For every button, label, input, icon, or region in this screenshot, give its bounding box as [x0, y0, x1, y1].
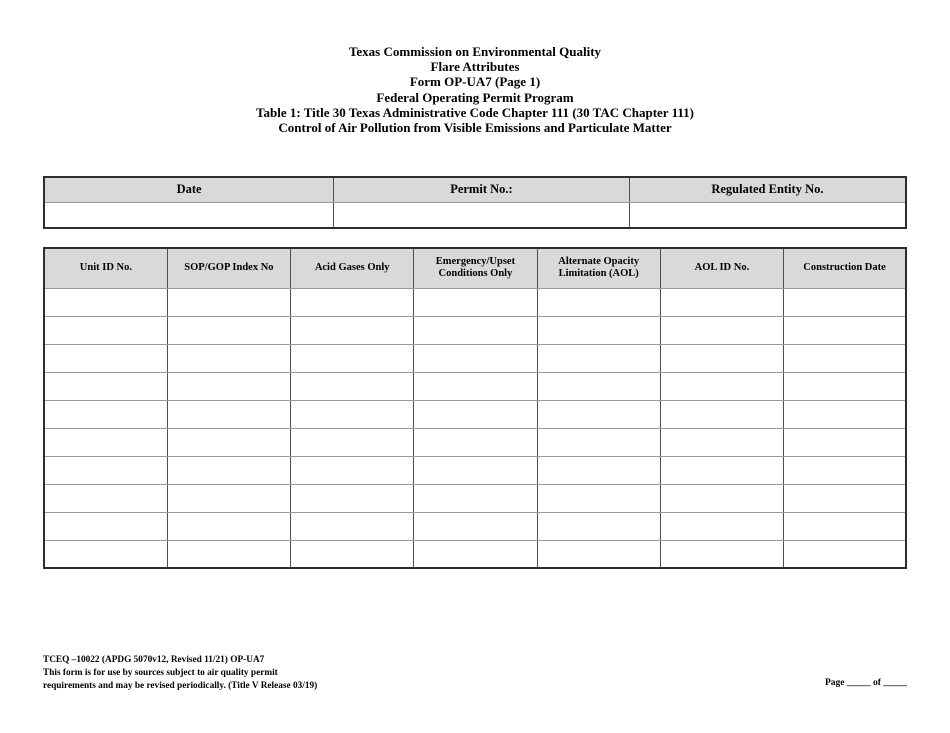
table-cell[interactable] — [537, 316, 660, 344]
table-row — [44, 400, 906, 428]
table-cell[interactable] — [784, 484, 906, 512]
table-cell[interactable] — [537, 456, 660, 484]
table-cell[interactable] — [167, 456, 290, 484]
form-title-block — [0, 44, 950, 135]
table-cell[interactable] — [784, 428, 906, 456]
table-cell[interactable] — [44, 484, 167, 512]
table-cell[interactable] — [414, 512, 537, 540]
table-row — [44, 484, 906, 512]
table-cell[interactable] — [291, 344, 414, 372]
table-cell[interactable] — [291, 456, 414, 484]
table-cell[interactable] — [291, 372, 414, 400]
table-row — [44, 288, 906, 316]
column-header-acid-gases-only: Acid Gases Only — [291, 248, 414, 288]
table-cell[interactable] — [660, 316, 783, 344]
table-cell[interactable] — [537, 484, 660, 512]
table-cell[interactable] — [784, 456, 906, 484]
footer-note-line2: requirements and may be revised periodically. (Title V Release 03/19) — [43, 681, 318, 691]
regulated-entity-no-field[interactable] — [629, 202, 906, 228]
table-cell[interactable] — [291, 512, 414, 540]
table-cell[interactable] — [44, 372, 167, 400]
table-cell[interactable] — [660, 400, 783, 428]
table-cell[interactable] — [414, 316, 537, 344]
table-cell[interactable] — [660, 288, 783, 316]
table-cell[interactable] — [784, 316, 906, 344]
table-row — [44, 372, 906, 400]
info-header-date: Date — [44, 177, 334, 202]
table-cell[interactable] — [784, 400, 906, 428]
title-line-table-ref: Table 1: Title 30 Texas Administrative Code Chapter 111 (30 TAC Chapter 111) — [256, 104, 694, 120]
table-cell[interactable] — [660, 484, 783, 512]
table-cell[interactable] — [784, 372, 906, 400]
table-cell[interactable] — [291, 400, 414, 428]
table-cell[interactable] — [44, 540, 167, 568]
info-header-permit-no: Permit No.: — [334, 177, 630, 202]
main-table-header-row — [44, 248, 906, 288]
table-cell[interactable] — [167, 288, 290, 316]
table-cell[interactable] — [660, 456, 783, 484]
table-cell[interactable] — [167, 400, 290, 428]
table-cell[interactable] — [784, 540, 906, 568]
title-line-form-name: Flare Attributes — [430, 59, 520, 75]
table-cell[interactable] — [414, 372, 537, 400]
table-cell[interactable] — [291, 316, 414, 344]
table-row — [44, 540, 906, 568]
table-cell[interactable] — [167, 484, 290, 512]
title-line-agency: Texas Commission on Environmental Quality — [348, 44, 602, 59]
permit-no-field[interactable] — [334, 202, 630, 228]
column-header-aol-id-no: AOL ID No. — [660, 248, 783, 288]
footer-form-id: TCEQ –10022 (APDG 5070v12, Revised 11/21) OP-UA7 — [43, 655, 265, 665]
page-number: Page _____ of _____ — [824, 678, 907, 688]
table-cell[interactable] — [414, 484, 537, 512]
table-cell[interactable] — [44, 428, 167, 456]
table-cell[interactable] — [414, 288, 537, 316]
table-cell[interactable] — [414, 456, 537, 484]
table-cell[interactable] — [291, 288, 414, 316]
column-header-unit-id-no: Unit ID No. — [44, 248, 167, 288]
date-field[interactable] — [44, 202, 334, 228]
table-cell[interactable] — [784, 344, 906, 372]
table-cell[interactable] — [414, 540, 537, 568]
footer-note-line1: This form is for use by sources subject to air quality permit — [43, 668, 278, 678]
table-cell[interactable] — [660, 512, 783, 540]
table-row — [44, 456, 906, 484]
title-line-program: Federal Operating Permit Program — [376, 89, 574, 105]
column-header-emergency-upset-conditions-only: Emergency/Upset Conditions Only — [414, 248, 537, 288]
main-table-body — [44, 288, 906, 568]
table-cell[interactable] — [44, 288, 167, 316]
table-row — [44, 344, 906, 372]
table-cell[interactable] — [414, 344, 537, 372]
column-header-construction-date: Construction Date — [784, 248, 906, 288]
table-cell[interactable] — [660, 372, 783, 400]
info-header-regulated-entity-no: Regulated Entity No. — [629, 177, 906, 202]
table-row — [44, 512, 906, 540]
table-cell[interactable] — [784, 512, 906, 540]
table-cell[interactable] — [537, 400, 660, 428]
title-line-form-number: Form OP-UA7 (Page 1) — [409, 74, 541, 90]
table-cell[interactable] — [291, 484, 414, 512]
table-cell[interactable] — [537, 288, 660, 316]
info-table-header-row — [44, 177, 906, 202]
table-cell[interactable] — [660, 344, 783, 372]
info-table-value-row — [44, 202, 906, 228]
table-cell[interactable] — [537, 372, 660, 400]
table-cell[interactable] — [167, 540, 290, 568]
column-header-sop-gop-index-no: SOP/GOP Index No — [167, 248, 290, 288]
table-cell[interactable] — [44, 400, 167, 428]
table-cell[interactable] — [660, 540, 783, 568]
table-cell[interactable] — [414, 428, 537, 456]
table-cell[interactable] — [167, 428, 290, 456]
table-cell[interactable] — [167, 512, 290, 540]
table-row — [44, 428, 906, 456]
table-cell[interactable] — [167, 316, 290, 344]
table-cell[interactable] — [414, 400, 537, 428]
form-footer — [43, 654, 317, 693]
table-cell[interactable] — [660, 428, 783, 456]
table-cell[interactable] — [537, 512, 660, 540]
title-line-subject: Control of Air Pollution from Visible Emissions and Particulate Matter — [278, 120, 672, 136]
table-cell[interactable] — [44, 344, 167, 372]
table-cell[interactable] — [44, 456, 167, 484]
table-cell[interactable] — [537, 540, 660, 568]
table-cell[interactable] — [291, 428, 414, 456]
table-cell[interactable] — [291, 540, 414, 568]
table-row — [44, 316, 906, 344]
table-cell[interactable] — [167, 372, 290, 400]
flare-attributes-table — [43, 247, 907, 569]
table-cell[interactable] — [167, 344, 290, 372]
table-cell[interactable] — [784, 288, 906, 316]
table-cell[interactable] — [44, 316, 167, 344]
column-header-alternate-opacity-limitation: Alternate Opacity Limitation (AOL) — [537, 248, 660, 288]
table-cell[interactable] — [44, 512, 167, 540]
info-table — [43, 176, 907, 229]
table-cell[interactable] — [537, 428, 660, 456]
table-cell[interactable] — [537, 344, 660, 372]
